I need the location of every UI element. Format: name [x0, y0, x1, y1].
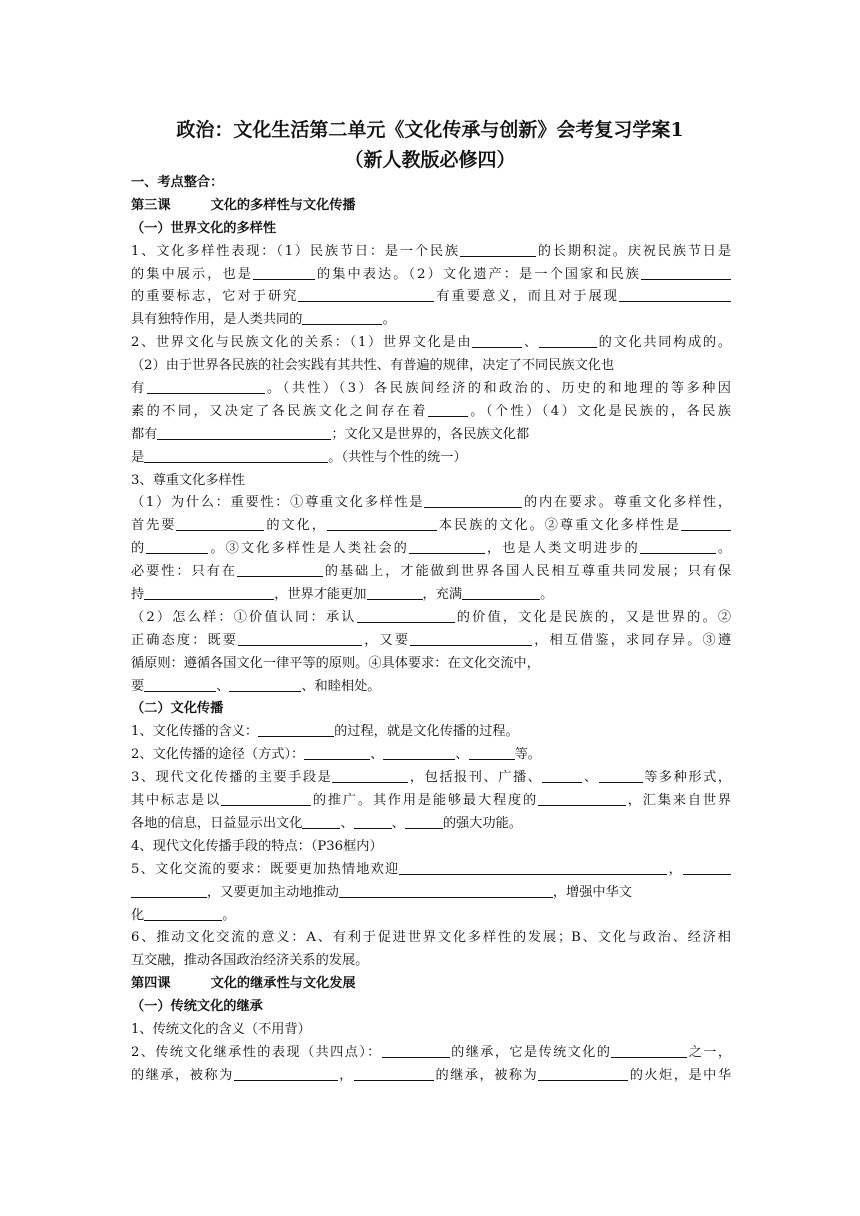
text-run: 的继承，被称为: [131, 1067, 234, 1083]
text-run: 3、现代文化传播的主要手段是: [131, 770, 333, 786]
document-body: [131, 172, 731, 1088]
text-run: 1、文化传播的含义：: [131, 724, 259, 740]
document-title: 政治：文化生活第二单元《文化传承与创新》会考复习学案1: [176, 119, 684, 141]
fill-in-blank: [234, 1067, 338, 1081]
text-run: 5、文化交流的要求：既要更加热情地欢迎: [131, 861, 400, 877]
text-line: [131, 859, 731, 882]
text-run: 、: [522, 335, 539, 351]
text-run: 1、文化多样性表现：（1）民族节日：是一个民族: [131, 243, 460, 259]
text-line: [131, 721, 731, 744]
text-line: [131, 1042, 731, 1065]
text-run: ，也是人类文明进步的: [484, 541, 640, 557]
fill-in-blank: [302, 815, 340, 829]
text-run: 6、推动文化交流的意义：A、有利于促进世界文化多样性的发展；B、文化与政治、经济相: [131, 930, 731, 946]
text-line: [131, 355, 731, 378]
text-line: [131, 607, 731, 630]
text-line: [131, 241, 731, 264]
fill-in-blank: [302, 311, 382, 325]
text-run: 、: [340, 815, 354, 831]
text-run: 的基础上，才能做到世界各国人民相互尊重共同发展；只有保: [322, 564, 731, 580]
fill-in-blank: [144, 449, 328, 463]
text-run: 的集中表达。（2）文化遗产：是一个国家和民族: [314, 266, 642, 282]
fill-in-blank: [253, 265, 315, 279]
text-run: 首先要: [131, 518, 177, 534]
text-line: [131, 676, 731, 699]
fill-in-blank: [144, 906, 222, 920]
text-run: 持: [131, 587, 145, 603]
fill-in-blank: [238, 632, 362, 646]
text-line: [131, 813, 731, 836]
text-run: （一）世界文化的多样性: [131, 220, 277, 236]
text-line: [131, 172, 731, 195]
text-line: [131, 401, 731, 424]
text-line: [131, 538, 731, 561]
text-run: 要: [131, 678, 145, 694]
fill-in-blank: [428, 403, 468, 417]
text-line: [131, 950, 731, 973]
text-run: 必要性：只有在: [131, 564, 237, 580]
fill-in-blank: [237, 563, 323, 577]
text-run: 第三课: [131, 197, 171, 213]
text-run: 等多种形式，: [642, 770, 731, 786]
text-run: （2）怎么样：①价值认同：承认: [131, 609, 357, 625]
fill-in-blank: [383, 746, 455, 760]
fill-in-blank: [229, 677, 301, 691]
text-run: 。: [715, 541, 731, 557]
fill-in-blank: [410, 632, 532, 646]
text-run: ，又要: [362, 632, 411, 648]
text-run: 互交融，推动各国政治经济关系的发展。: [131, 953, 369, 969]
text-run: 正确态度：既要: [131, 632, 239, 648]
text-line: [131, 447, 731, 470]
text-line: [131, 973, 731, 996]
text-run: 的价值，文化是民族的，又是世界的。②: [454, 609, 731, 625]
text-run: （2）由于世界各民族的社会实践有其共性、有普遍的规律，决定了不同民族文化也: [131, 358, 615, 374]
text-line: [131, 836, 731, 859]
fill-in-blank: [462, 586, 540, 600]
text-run: 本民族的文化。②尊重文化多样性是: [436, 518, 682, 534]
text-run: 。: [382, 312, 396, 328]
fill-in-blank: [538, 1067, 628, 1081]
fill-in-blank: [399, 861, 667, 875]
text-line: [131, 1065, 731, 1088]
fill-in-blank: [176, 517, 264, 531]
text-line: [131, 927, 731, 950]
text-line: [131, 905, 731, 928]
text-run: 2、文化传播的途径（方式）：: [131, 747, 305, 763]
text-run: 的集中展示，也是: [131, 266, 253, 282]
text-line: [131, 515, 731, 538]
text-run: 、: [216, 678, 230, 694]
fill-in-blank: [304, 746, 370, 760]
text-run: 都有: [131, 426, 158, 442]
text-run: 第四课: [131, 976, 171, 992]
text-run: 的: [131, 541, 147, 557]
text-run: 循原则：遵循各国文化一律平等的原则。④具体要求：在文化交流中，: [131, 655, 540, 671]
fill-in-blank: [542, 769, 582, 783]
fill-in-blank: [131, 883, 207, 897]
text-run: 的文化，: [264, 518, 327, 534]
text-line: [131, 195, 731, 218]
text-run: 化: [131, 907, 145, 923]
fill-in-blank: [144, 586, 274, 600]
text-line: [131, 309, 731, 332]
text-run: 。: [222, 907, 236, 923]
text-run: ，相互借鉴，求同存异。③遵: [532, 632, 731, 648]
fill-in-blank: [599, 769, 643, 783]
text-run: 。: [540, 587, 554, 603]
text-run: 之一，: [687, 1044, 731, 1060]
text-run: 的强大功能。: [442, 815, 522, 831]
fill-in-blank: [147, 380, 265, 394]
text-run: （一）传统文化的继承: [131, 999, 263, 1015]
text-run: 。（共性）（3）各民族间经济的和政治的、历史的和地理的等多种因: [264, 381, 731, 397]
text-line: [131, 470, 731, 493]
text-run: ，汇集来自世界: [625, 793, 731, 809]
text-run: 3、尊重文化多样性: [131, 472, 245, 488]
text-run: ，世界才能更加: [274, 587, 367, 603]
fill-in-blank: [327, 517, 437, 531]
text-run: 其中标志是以: [131, 793, 222, 809]
text-line: [131, 584, 731, 607]
fill-in-blank: [681, 517, 731, 531]
text-run: ，: [667, 861, 684, 877]
fill-in-blank: [332, 769, 408, 783]
fill-in-blank: [258, 723, 334, 737]
text-run: 具有独特作用，是人类共同的: [131, 312, 303, 328]
text-line: [131, 378, 731, 401]
fill-in-blank: [298, 288, 434, 302]
text-run: 的长期积淀。庆祝民族节日是: [535, 243, 731, 259]
fill-in-blank: [409, 540, 485, 554]
fill-in-blank: [538, 792, 626, 806]
fill-in-blank: [424, 494, 522, 508]
fill-in-blank: [460, 242, 536, 256]
text-run: ，又要更加主动地推动: [207, 884, 339, 900]
text-run: 、: [582, 770, 599, 786]
fill-in-blank: [619, 288, 731, 302]
text-line: [131, 996, 731, 1019]
fill-in-blank: [405, 815, 443, 829]
text-run: 素的不同，又决定了各民族文化之间存在着: [131, 403, 428, 419]
text-run: ；文化又是世界的，各民族文化都: [331, 426, 530, 442]
text-run: 的过程，就是文化传播的过程。: [334, 724, 519, 740]
text-run: 文化的继承性与文化发展: [210, 976, 356, 992]
fill-in-blank: [144, 677, 216, 691]
text-line: [131, 1019, 731, 1042]
text-line: [131, 424, 731, 447]
fill-in-blank: [157, 426, 331, 440]
fill-in-blank: [683, 861, 731, 875]
text-run: ，: [337, 1067, 354, 1083]
text-run: 的火炬，是中华: [628, 1067, 731, 1083]
fill-in-blank: [641, 265, 731, 279]
document-subtitle: （新人教版必修四）: [344, 149, 516, 171]
fill-in-blank: [382, 1044, 450, 1058]
text-run: 的推广。其作用是能够最大程度的: [311, 793, 538, 809]
text-line: [131, 264, 731, 287]
text-run: 的内在要求。尊重文化多样性，: [522, 495, 731, 511]
text-run: 2、世界文化与民族文化的关系：（1）世界文化是由: [131, 335, 473, 351]
fill-in-blank: [357, 609, 455, 623]
text-line: [131, 767, 731, 790]
fill-in-blank: [472, 334, 522, 348]
fill-in-blank: [354, 815, 392, 829]
text-run: （二）文化传播: [131, 701, 224, 717]
text-run: 、: [370, 747, 384, 763]
text-run: ，包括报刊、广播、: [408, 770, 543, 786]
fill-in-blank: [146, 540, 208, 554]
text-run: 。③文化多样性是人类社会的: [208, 541, 409, 557]
fill-in-blank: [339, 883, 553, 897]
text-line: [131, 630, 731, 653]
text-run: ，充满: [422, 587, 463, 603]
text-run: 有重要意义，而且对于展现: [434, 289, 620, 305]
text-line: [131, 882, 731, 905]
text-run: 、和睦相处。: [301, 678, 381, 694]
text-line: [131, 492, 731, 515]
text-line: [131, 790, 731, 813]
text-run: （1）为什么：重要性：①尊重文化多样性是: [131, 495, 425, 511]
fill-in-blank: [640, 540, 716, 554]
text-run: 1、传统文化的含义（不用背）: [131, 1021, 311, 1037]
fill-in-blank: [539, 334, 597, 348]
text-run: 、: [455, 747, 469, 763]
text-run: 。（个性）（4）文化是民族的，各民族: [467, 403, 731, 419]
text-run: 。（共性与个性的统一）: [328, 449, 467, 465]
text-run: 文化的多样性与文化传播: [210, 197, 356, 213]
fill-in-blank: [469, 746, 515, 760]
fill-in-blank: [367, 586, 423, 600]
text-run: 4、现代文化传播手段的特点：（P36框内）: [131, 838, 383, 854]
text-run: 、: [391, 815, 405, 831]
text-run: 等。: [514, 747, 541, 763]
text-line: [131, 218, 731, 241]
text-run: 有: [131, 381, 147, 397]
text-run: 的文化共同构成的。: [596, 335, 731, 351]
fill-in-blank: [354, 1067, 434, 1081]
text-run: 各地的信息，日益显示出文化: [131, 815, 303, 831]
fill-in-blank: [221, 792, 311, 806]
text-run: 2、传统文化继承性的表现（共四点）：: [131, 1044, 382, 1060]
text-line: [131, 332, 731, 355]
text-line: [131, 286, 731, 309]
text-run: 一、考点整合：: [131, 175, 224, 190]
text-run: 的继承，它是传统文化的: [449, 1044, 612, 1060]
text-run: 是: [131, 449, 145, 465]
text-line: [131, 698, 731, 721]
text-run: 的继承，被称为: [433, 1067, 539, 1083]
text-line: [131, 653, 731, 676]
text-run: ，增强中华文: [552, 884, 632, 900]
text-line: [131, 744, 731, 767]
text-run: 的重要标志，它对于研究: [131, 289, 299, 305]
text-line: [131, 561, 731, 584]
fill-in-blank: [611, 1044, 687, 1058]
